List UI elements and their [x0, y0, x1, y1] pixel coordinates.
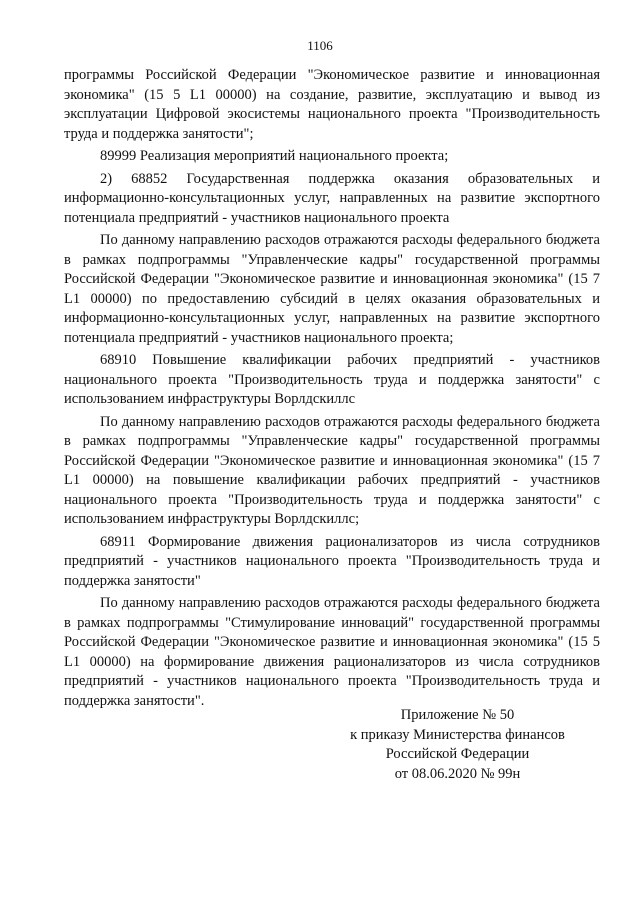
paragraph-continuation: программы Российской Федерации "Экономическое развитие и инновационная экономика" (15 5 L1 00000) на создание, развитие, эксплуатацию и вывод из эксплуатации Цифровой экосистемы национального проекта "Производительность труда и поддержка занятости"; — [64, 67, 600, 142]
paragraph-item-89999: 89999 Реализация мероприятий национального проекта; — [100, 148, 449, 164]
paragraph-item-68852: 2) 68852 Государственная поддержка оказания образовательных и информационно-консультационных услуг, направленных на развитие экспортного потенциала предприятий - участников национального проекта — [64, 170, 600, 226]
appendix-date: от 08.06.2020 № 99н — [394, 765, 521, 782]
document-body — [64, 66, 600, 714]
appendix-order: к приказу Министерства финансов — [350, 726, 565, 743]
paragraph-item-68910: 68910 Повышение квалификации рабочих предприятий - участников национального проекта "Производительность труда и поддержка занятости" с использованием инфраструктуры Ворлдскиллс — [64, 352, 600, 407]
appendix-authority: Российской Федерации — [385, 746, 530, 762]
paragraph-item-68911: 68911 Формирование движения рационализаторов из числа сотрудников предприятий - участников национального проекта "Производительность труда и поддержка занятости" — [64, 533, 600, 589]
paragraph-description-68852: По данному направлению расходов отражаются расходы федерального бюджета в рамках подпрограммы "Управленческие кадры" государственной программы Российской Федерации "Экономическое развитие и инновационная экономика" (15 7 L1 00000) по предоставлению субсидий в целях оказания образовательных и информационно-консультационных услуг, направленных на развитие экспортного потенциала предприятий - участников национального проекта; — [64, 232, 600, 346]
page-number: 1106 — [307, 38, 333, 53]
paragraph-description-68910: По данному направлению расходов отражаются расходы федерального бюджета в рамках подпрограммы "Управленческие кадры" государственной программы Российской Федерации "Экономическое развитие и инновационная экономика" (15 7 L1 00000) на повышение квалификации рабочих предприятий - участников национального проекта "Производительность труда и поддержка занятости" с использованием инфраструктуры Ворлдскиллс; — [64, 413, 600, 527]
paragraph-description-68911: По данному направлению расходов отражаются расходы федерального бюджета в рамках подпрограммы "Стимулирование инноваций" государственной программы Российской Федерации "Экономическое развитие и инновационная экономика" (15 5 L1 00000) на формирование движения рационализаторов из числа сотрудников предприятий - участников национального проекта "Производительность труда и поддержка занятости". — [64, 595, 600, 709]
appendix-block — [330, 706, 585, 784]
appendix-title: Приложение № 50 — [400, 707, 515, 723]
